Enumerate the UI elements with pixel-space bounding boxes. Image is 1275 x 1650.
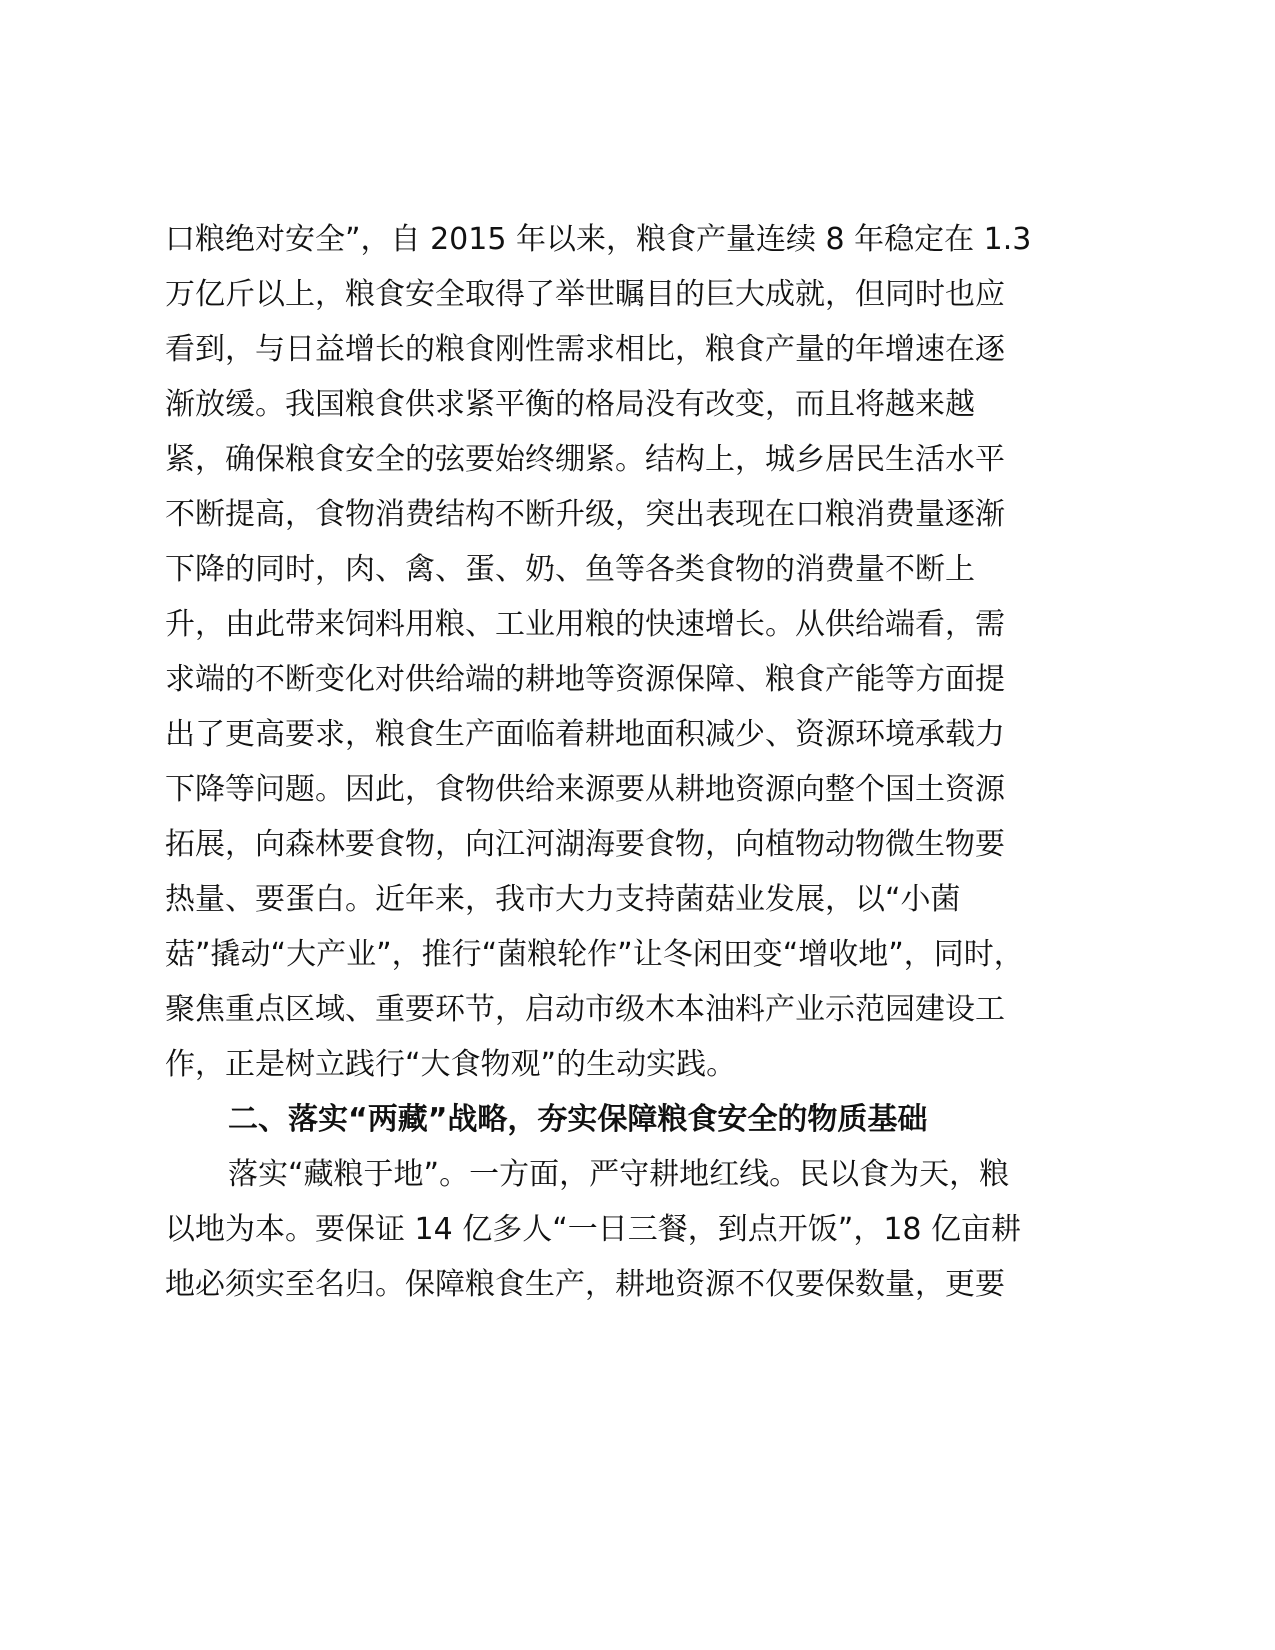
body-text-line: 拓展，向森林要食物，向江河湖海要食物，向植物动物微生物要 <box>165 827 1005 862</box>
body-text-line: 菇”撬动“大产业”，推行“菌粮轮作”让冬闲田变“增收地”，同时， <box>165 937 1024 972</box>
paragraph-first-line: 落实“藏粮于地”。一方面，严守耕地红线。民以食为天，粮 <box>228 1157 1010 1192</box>
body-text-line: 作，正是树立践行“大食物观”的生动实践。 <box>165 1047 737 1082</box>
body-text-line: 聚焦重点区域、重要环节，启动市级木本油料产业示范园建设工 <box>165 992 1005 1027</box>
body-text-line: 渐放缓。我国粮食供求紧平衡的格局没有改变，而且将越来越 <box>165 387 975 422</box>
section-heading: 二、落实“两藏”战略，夯实保障粮食安全的物质基础 <box>228 1102 928 1137</box>
body-text-line: 万亿斤以上，粮食安全取得了举世瞩目的巨大成就，但同时也应 <box>165 277 1005 312</box>
body-text-line: 地必须实至名归。保障粮食生产，耕地资源不仅要保数量，更要 <box>165 1267 1005 1302</box>
body-text-line: 下降的同时，肉、禽、蛋、奶、鱼等各类食物的消费量不断上 <box>165 552 975 587</box>
body-text-line: 升，由此带来饲料用粮、工业用粮的快速增长。从供给端看，需 <box>165 607 1005 642</box>
body-text-line: 紧，确保粮食安全的弦要始终绷紧。结构上，城乡居民生活水平 <box>165 442 1005 477</box>
body-text-line: 出了更高要求，粮食生产面临着耕地面积减少、资源环境承载力 <box>165 717 1005 752</box>
body-text-line: 热量、要蛋白。近年来，我市大力支持菌菇业发展，以“小菌 <box>165 882 961 917</box>
body-text-line: 不断提高，食物消费结构不断升级，突出表现在口粮消费量逐渐 <box>165 497 1005 532</box>
body-text-line: 以地为本。要保证 14 亿多人“一日三餐，到点开饭”，18 亿亩耕 <box>165 1212 1022 1247</box>
body-text-line: 看到，与日益增长的粮食刚性需求相比，粮食产量的年增速在逐 <box>165 332 1005 367</box>
body-text-line: 口粮绝对安全”，自 2015 年以来，粮食产量连续 8 年稳定在 1.3 <box>165 222 1032 257</box>
body-text-line: 下降等问题。因此，食物供给来源要从耕地资源向整个国土资源 <box>165 772 1005 807</box>
body-text-line: 求端的不断变化对供给端的耕地等资源保障、粮食产能等方面提 <box>165 662 1005 697</box>
